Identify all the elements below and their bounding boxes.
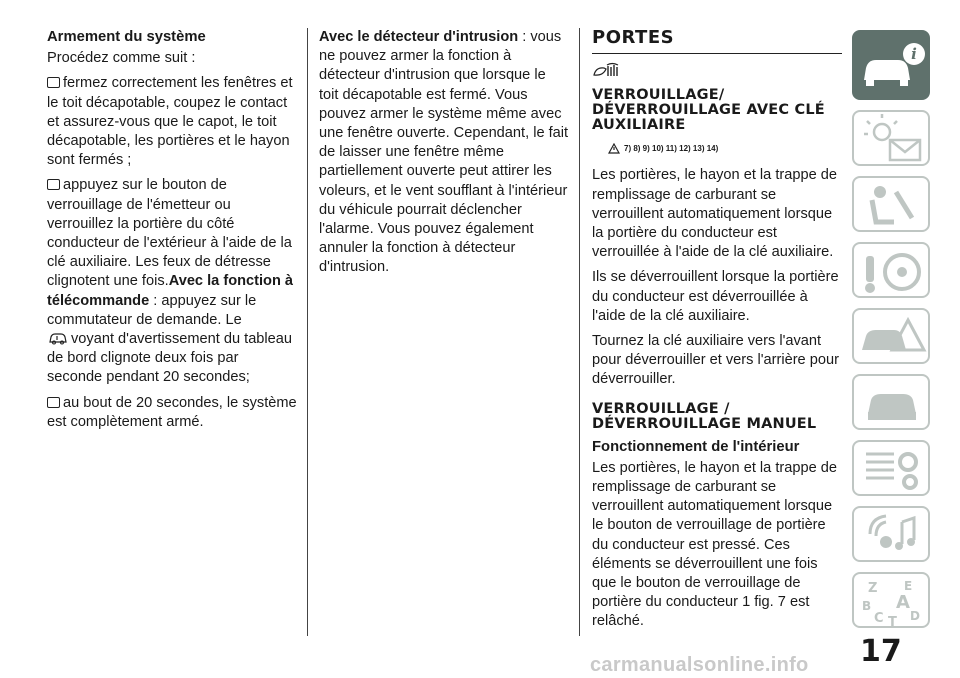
- step-2-bold: Avec la fonction à télécommande: [47, 273, 294, 309]
- svg-text:i: i: [911, 45, 917, 63]
- subheading-key-locking: VERROUILLAGE/ DÉVERROUILLAGE AVEC CLÉ AUXILIAIRE: [592, 87, 825, 134]
- tab-technical[interactable]: [852, 440, 930, 496]
- tab-index[interactable]: [852, 572, 930, 628]
- column-3: [592, 28, 842, 638]
- step-1: [47, 74, 297, 170]
- warning-triangle-icon: [608, 143, 620, 154]
- tab-multimedia[interactable]: [852, 506, 930, 562]
- multimedia-icon: [854, 508, 930, 562]
- paragraph-2: Ils se déverrouillent lorsque la portière du conducteur est déverrouillée à l'aide de la clé auxiliaire.: [592, 269, 839, 324]
- paragraph-4: Les portières, le hayon et la trappe de remplissage de carburant se verrouillent automatiquement lorsque le bouton de verrouillage de portière du conducteur est pressé. Ces éléments se déverrouillent une fois que le bouton de verrouillage de portière du conducteur 1 fig. 7 est relâché.: [592, 459, 838, 630]
- index-letter: Z: [868, 581, 878, 596]
- paragraph-1: Les portières, le hayon et la trappe de remplissage de carburant se verrouillent automatiquement lorsque la portière du conducteur est verrouillée à l'aide de la clé auxiliaire.: [592, 167, 838, 261]
- car-info-icon: [854, 32, 932, 102]
- tab-dashboard[interactable]: [852, 110, 930, 166]
- tab-emergency[interactable]: [852, 308, 930, 364]
- tab-safety[interactable]: [852, 176, 930, 232]
- index-letter: B: [862, 599, 872, 613]
- step-2-text-c: voyant d'avertissement du tableau de bord clignote deux fois par seconde pendant 20 secondes;: [47, 331, 293, 386]
- index-letter: E: [904, 579, 913, 593]
- car-crash-warning-icon: [854, 310, 930, 364]
- page-number: 17: [860, 634, 902, 669]
- column-2: [319, 28, 569, 284]
- index-letter: A: [896, 592, 910, 613]
- watermark: carmanualsonline.info: [590, 654, 809, 676]
- intrusion-text: : vous ne pouvez armer la fonction à détecteur d'intrusion que lorsque le toit décapotable est fermé. Vous pouvez armer le système même avec une fenêtre ouverte. Cependant, le fait de laisser une fenêtre même partiellement ouverte peut attirer les voleurs, et le vent soufflant à l'intérieur du véhicule pourrait déclencher l'alarme. Vous pouvez également annuler la fonction à détecteur d'intrusion.: [319, 29, 569, 276]
- tab-starting[interactable]: [852, 242, 930, 298]
- paragraph-3: Tournez la clé auxiliaire vers l'avant pour déverrouiller et vers l'arrière pour déverrouiller.: [592, 333, 839, 388]
- subheading-interior: Fonctionnement de l'intérieur: [592, 438, 800, 455]
- step-2-text: appuyez sur le bouton de verrouillage de l'émetteur ou verrouillez la portière du côté conducteur de l'extérieur à l'aide de la clé auxiliaire. Les feux de détresse clignotent une fois.: [47, 177, 292, 290]
- column-divider: [307, 28, 308, 636]
- dashboard-lights-icon: [854, 112, 930, 166]
- index-letters-icon: [854, 574, 930, 628]
- step-3: [47, 394, 297, 432]
- heading-system-arming: Armement du système: [47, 29, 206, 45]
- section-title: PORTES: [592, 28, 842, 54]
- column-divider: [579, 28, 580, 636]
- intro-text: Procédez comme suit :: [47, 50, 196, 67]
- reference-numbers: 7) 8) 9) 10) 11) 12) 13) 14): [624, 144, 719, 154]
- step-2-text-b: : appuyez sur le commutateur de demande. Le: [47, 292, 257, 328]
- bullet-icon: [47, 179, 60, 190]
- tab-maintenance[interactable]: [852, 374, 930, 430]
- column-1: [47, 28, 297, 438]
- bullet-icon: [47, 77, 60, 88]
- car-alarm-warning-icon: [47, 331, 71, 345]
- step-3-text: au bout de 20 secondes, le système est complètement armé.: [47, 394, 297, 430]
- seat-airbag-icon: [854, 178, 930, 232]
- index-letter: D: [910, 609, 920, 623]
- intrusion-paragraph: [319, 28, 569, 278]
- intrusion-bold: Avec le détecteur d'intrusion: [319, 29, 519, 45]
- key-icon: [592, 62, 632, 80]
- bullet-icon: [47, 397, 60, 408]
- step-1-text: fermez correctement les fenêtres et le toit décapotable, coupez le contact et assurez-vous que le capot, le toit décapotable, les portières et le hayon sont fermés ;: [47, 75, 293, 169]
- chapter-sidebar: [852, 30, 932, 638]
- index-letter: T: [888, 615, 897, 628]
- car-service-icon: [854, 376, 930, 430]
- subheading-manual-locking: VERROUILLAGE / DÉVERROUILLAGE MANUEL: [592, 400, 817, 432]
- specs-gears-icon: [854, 442, 930, 496]
- step-2: [47, 176, 297, 387]
- tab-car-info[interactable]: [852, 30, 930, 100]
- steering-wheel-key-icon: [854, 244, 930, 298]
- index-letter: C: [874, 611, 884, 626]
- warning-references: [608, 139, 842, 158]
